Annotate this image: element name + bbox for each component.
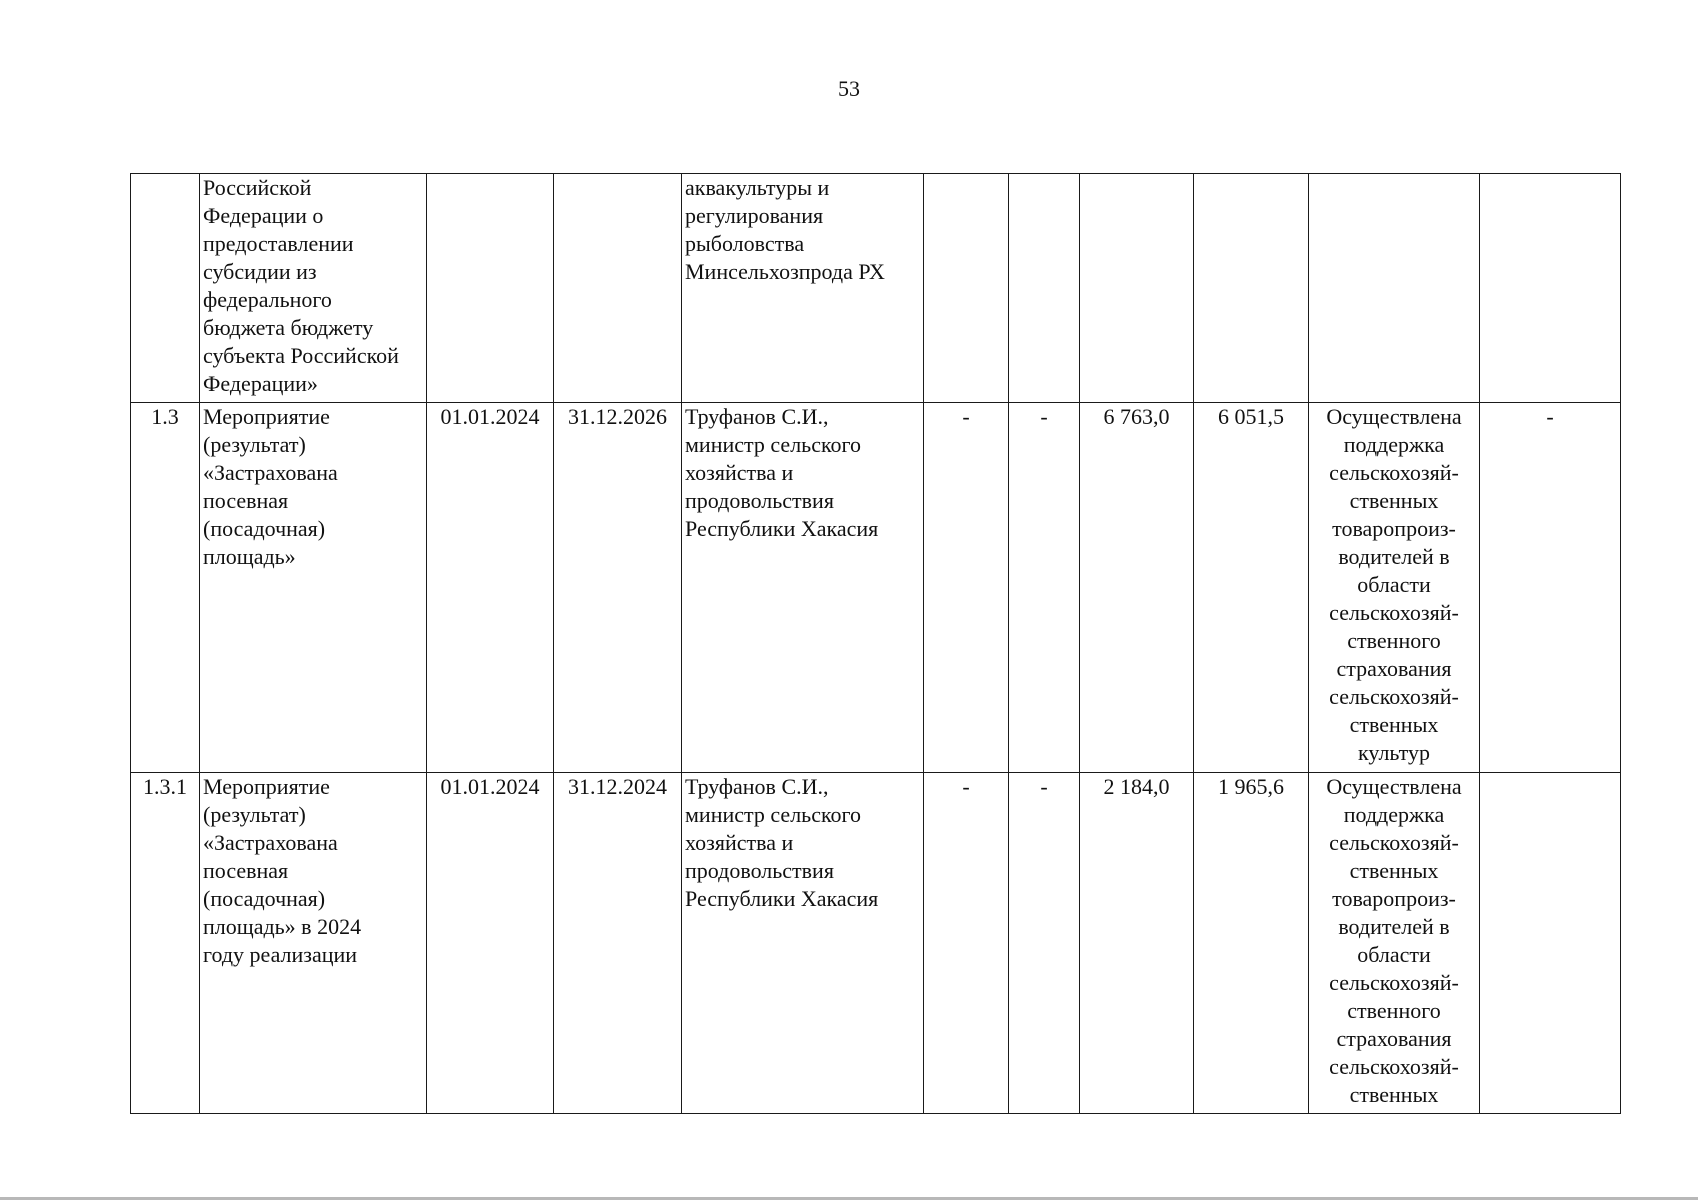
result-cell: Осуществлена поддержка сельскохозяй- ственных товаропроиз- водителей в области сельскохозяй- ственного страхования сельскохозяй- ственных <box>1309 773 1480 1114</box>
row-number-cell: 1.3.1 <box>131 773 200 1114</box>
amount-cell-9 <box>1194 174 1309 403</box>
value-cell-6: - <box>924 403 1009 773</box>
value-cell-7 <box>1009 174 1080 403</box>
amount-cell-8 <box>1080 174 1194 403</box>
page-number: 53 <box>838 76 860 101</box>
value-cell-11 <box>1480 174 1621 403</box>
table-row <box>131 773 1621 1114</box>
amount-cell-8: 6 763,0 <box>1080 403 1194 773</box>
value-cell-11: - <box>1480 403 1621 773</box>
value-cell-6: - <box>924 773 1009 1114</box>
value-cell-6 <box>924 174 1009 403</box>
row-number-cell: 1.3 <box>131 403 200 773</box>
value-cell-11 <box>1480 773 1621 1114</box>
measure-name-cell: Российской Федерации о предоставлении субсидии из федерального бюджета бюджету субъекта Российской Федерации» <box>200 174 427 403</box>
measure-name-cell: Мероприятие (результат) «Застрахована посевная (посадочная) площадь» <box>200 403 427 773</box>
responsible-cell: аквакультуры и регулирования рыболовства Минсельхозпрода РХ <box>682 174 924 403</box>
amount-cell-9: 6 051,5 <box>1194 403 1309 773</box>
value-cell-7: - <box>1009 773 1080 1114</box>
end-date-cell: 31.12.2026 <box>554 403 682 773</box>
responsible-cell: Труфанов С.И., министр сельского хозяйства и продовольствия Республики Хакасия <box>682 773 924 1114</box>
program-measures-table <box>130 173 1621 1114</box>
end-date-cell: 31.12.2024 <box>554 773 682 1114</box>
measure-name-cell: Мероприятие (результат) «Застрахована посевная (посадочная) площадь» в 2024 году реализации <box>200 773 427 1114</box>
amount-cell-9: 1 965,6 <box>1194 773 1309 1114</box>
start-date-cell: 01.01.2024 <box>427 403 554 773</box>
responsible-cell: Труфанов С.И., министр сельского хозяйства и продовольствия Республики Хакасия <box>682 403 924 773</box>
start-date-cell: 01.01.2024 <box>427 773 554 1114</box>
table-row <box>131 174 1621 403</box>
start-date-cell <box>427 174 554 403</box>
result-cell: Осуществлена поддержка сельскохозяй- ственных товаропроиз- водителей в области сельскохозяй- ственного страхования сельскохозяй- ственных культур <box>1309 403 1480 773</box>
row-number-cell <box>131 174 200 403</box>
value-cell-7: - <box>1009 403 1080 773</box>
table-row <box>131 403 1621 773</box>
end-date-cell <box>554 174 682 403</box>
amount-cell-8: 2 184,0 <box>1080 773 1194 1114</box>
result-cell <box>1309 174 1480 403</box>
